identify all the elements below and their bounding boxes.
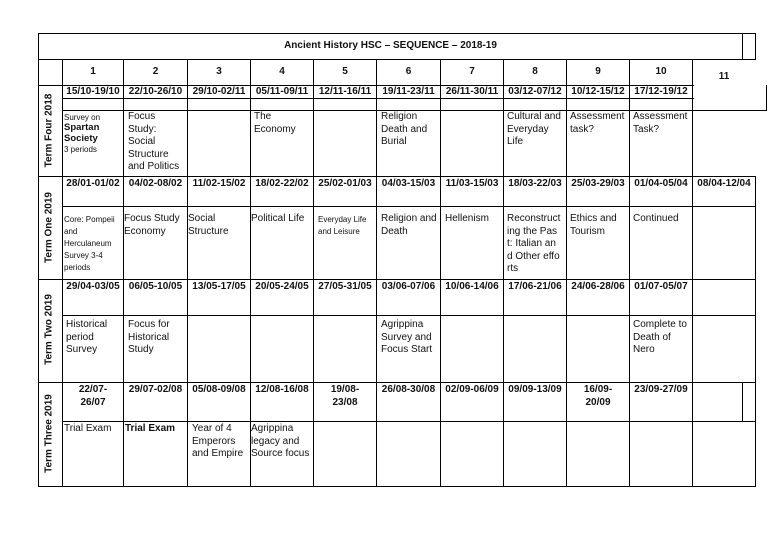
cell-text: Year of 4 Emperors and Empire <box>192 423 244 459</box>
term-label: Term Three 2019 <box>43 394 55 473</box>
week-number: 4 <box>279 66 285 77</box>
cell-text: Continued <box>633 213 679 224</box>
cell-text: Spartan <box>64 122 100 133</box>
week-date: 29/10-02/11 <box>192 86 246 97</box>
cell-text: 3 periods <box>64 145 97 154</box>
week-date: 01/04-05/04 <box>634 178 688 189</box>
cell-text: Assessment task? <box>570 111 625 135</box>
week-date: 18/03-22/03 <box>508 178 562 189</box>
week-number: 5 <box>342 66 348 77</box>
week-number: 3 <box>216 66 222 77</box>
week-number: 6 <box>405 66 412 77</box>
week-date: 29/04-03/05 <box>66 281 120 292</box>
week-date: 04/02-08/02 <box>128 178 183 189</box>
week-date: 03/06-07/06 <box>381 281 436 292</box>
week-date: 22/07-26/07 <box>78 384 108 408</box>
cell-text: Everyday Life and Leisure <box>318 215 367 236</box>
week-date: 20/05-24/05 <box>255 281 309 292</box>
week-date: 08/04-12/04 <box>697 178 751 189</box>
week-date: 17/12-19/12 <box>634 86 688 97</box>
week-date: 09/09-13/09 <box>508 384 562 395</box>
week-number: 9 <box>595 66 601 77</box>
week-number: 7 <box>469 66 475 77</box>
cell-text: Complete to Death of Nero <box>633 319 687 355</box>
week-date: 27/05-31/05 <box>318 281 372 292</box>
week-date: 28/01-01/02 <box>66 178 120 189</box>
week-date: 18/02-22/02 <box>255 178 309 189</box>
week-date: 29/07-02/08 <box>128 384 183 395</box>
week-date: 10/12-15/12 <box>571 86 625 97</box>
week-date: 02/09-06/09 <box>445 384 499 395</box>
cell-text: Focus Study Economy <box>124 213 180 237</box>
cell-text: Society <box>64 133 98 144</box>
week-date: 23/09-27/09 <box>634 384 688 395</box>
cell-text: Ethics and Tourism <box>570 213 617 237</box>
week-date: 05/08-09/08 <box>192 384 246 395</box>
week-date: 12/08-16/08 <box>255 384 309 395</box>
cell-text: The Economy <box>254 111 296 135</box>
cell-text: Core: Pompeii and Herculaneum Survey 3-4 periods <box>64 215 115 272</box>
week-date: 06/05-10/05 <box>128 281 183 292</box>
week-date: 12/11-16/11 <box>318 86 372 97</box>
term-label: Term One 2019 <box>43 192 55 263</box>
week-date: 15/10-19/10 <box>66 86 120 97</box>
term-label: Term Four 2018 <box>43 93 55 168</box>
week-date: 24/06-28/06 <box>571 281 625 292</box>
cell-text: Hellenism <box>445 213 489 224</box>
week-date: 16/09-20/09 <box>583 384 613 408</box>
week-date: 01/07-05/07 <box>634 281 688 292</box>
cell-text: Political Life <box>251 213 305 224</box>
week-date: 10/06-14/06 <box>445 281 499 292</box>
cell-text: Cultural and Everyday Life <box>507 111 561 147</box>
week-date: 26/08-30/08 <box>381 384 436 395</box>
week-date: 04/03-15/03 <box>381 178 436 189</box>
cell-text: Agrippina Survey and Focus Start <box>381 319 433 355</box>
cell-text: Trial Exam <box>64 423 112 434</box>
week-date: 19/08-23/08 <box>330 384 360 408</box>
week-number: 11 <box>718 71 730 82</box>
week-date: 22/10-26/10 <box>128 86 183 97</box>
week-number: 10 <box>655 66 667 77</box>
cell-text: Social Structure <box>188 213 229 237</box>
week-date: 05/11-09/11 <box>255 86 309 97</box>
week-date: 25/02-01/03 <box>318 178 372 189</box>
week-date: 26/11-30/11 <box>445 86 499 97</box>
cell-text: Religion Death and Burial <box>381 111 428 147</box>
cell-text: Assessment Task? <box>633 111 688 135</box>
week-number: 8 <box>532 66 538 77</box>
cell-text: Reconstructing the Past: Italian and Other efforts <box>507 213 561 274</box>
week-date: 19/11-23/11 <box>382 86 435 97</box>
week-date: 25/03-29/03 <box>571 178 625 189</box>
cell-text: Trial Exam <box>125 423 176 434</box>
week-date: 11/02-15/02 <box>192 178 246 189</box>
week-date: 03/12-07/12 <box>508 86 562 97</box>
cell-text: Survey on <box>64 113 101 122</box>
cell-text: Agrippina legacy and Source focus <box>251 423 310 459</box>
page-title: Ancient History HSC – SEQUENCE – 2018-19 <box>284 40 497 51</box>
cell-text: Focus for Historical Study <box>128 319 170 355</box>
week-number: 1 <box>90 66 96 77</box>
week-date: 17/06-21/06 <box>508 281 562 292</box>
week-date: 13/05-17/05 <box>192 281 246 292</box>
week-number: 2 <box>152 66 159 77</box>
cell-text: Focus Study: Social Structure and Politics <box>128 111 180 172</box>
term-label: Term Two 2019 <box>43 294 55 365</box>
cell-text: Historical period Survey <box>66 319 108 355</box>
cell-text: Religion and Death <box>381 213 437 237</box>
week-date: 11/03-15/03 <box>445 178 499 189</box>
